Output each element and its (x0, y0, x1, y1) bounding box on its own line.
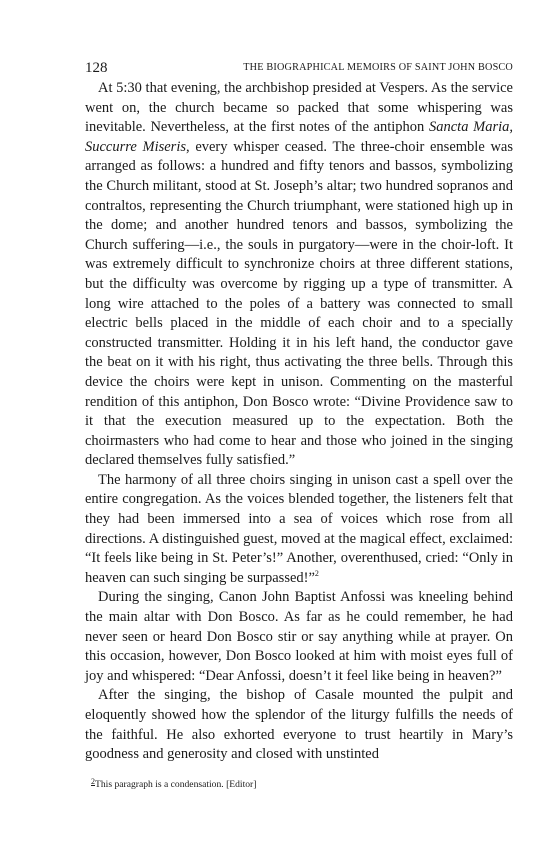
paragraph-text: During the singing, Canon John Baptist Anfossi was kneeling behind the main altar with Don Bosco. As far as he could remember, he had never seen or heard Don Bosco stir or say anything while at prayer. On this occasion, however, Don Bosco looked at him with moist eyes full of joy and whispered: “Dear Anfossi, doesn’t it feel like being in heaven?” (85, 589, 513, 684)
paragraph-vespers (85, 79, 513, 471)
paragraph-harmony (85, 471, 513, 589)
running-title: THE BIOGRAPHICAL MEMOIRS OF SAINT JOHN BOSCO (243, 62, 513, 73)
footnote-mark: 2 (91, 776, 95, 786)
paragraph-anfossi (85, 588, 513, 686)
paragraph-bishop (85, 686, 513, 764)
running-head (85, 57, 513, 79)
paragraph-text: At 5:30 that evening, the archbishop presided at Vespers. As the service went on, the church became so packed that some whispering was inevitable. Nevertheless, at the first notes of the antiphon (85, 80, 513, 136)
body-text (85, 79, 513, 765)
book-page (85, 57, 513, 792)
paragraph-text: , every whisper ceased. The three-choir ensemble was arranged as follows: a hundred and fifty tenors and bassos, symbolizing the Church militant, stood at St. Joseph’s altar; two hundred sopranos and contraltos, representing the Church triumphant, were stationed high up in the dome; and another hundred tenors and bassos, symbolizing the Church suffering—i.e., the souls in purgatory—were in the choir-loft. It was extremely difficult to synchronize choirs at three different stations, but the difficulty was overcome by rigging up a type of transmitter. A long wire attached to the poles of a battery was connected to small electric bells placed in the middle of each choir and to a specially constructed transmitter. Holding it in his left hand, the conductor gave the beat on it with his right, thus activating the three bells. Through this device the choirs were kept in unison. Commenting on the masterful rendition of this antiphon, Don Bosco wrote: “Divine Providence saw to it that the execution measured up to the expectation. Both the choirmasters who had come to hear and those who joined in the singing declared themselves fully satisfied.” (85, 138, 513, 469)
antiphon-title: Sancta Maria, Succurre Miseris (85, 119, 513, 155)
paragraph-text: The harmony of all three choirs singing in unison cast a spell over the entire congregation. As the voices blended together, the listeners felt that they had been immersed into a sea of voices which rose from all directions. A distinguished guest, moved at the magical effect, exclaimed: “It feels like being in St. Peter’s!” Another, overenthused, cried: “Only in heaven can such singing be surpassed!” (85, 471, 513, 586)
footnote (91, 775, 513, 792)
footnote-reference: 2 (314, 568, 319, 578)
footnote-text: This paragraph is a condensation. [Editor] (95, 778, 257, 790)
paragraph-text: After the singing, the bishop of Casale mounted the pulpit and eloquently showed how the splendor of the liturgy fulfills the needs of the faithful. He also exhorted everyone to trust heartily in Mary’s goodness and generosity and closed with unstinted (85, 687, 513, 763)
page-number: 128 (85, 60, 108, 76)
